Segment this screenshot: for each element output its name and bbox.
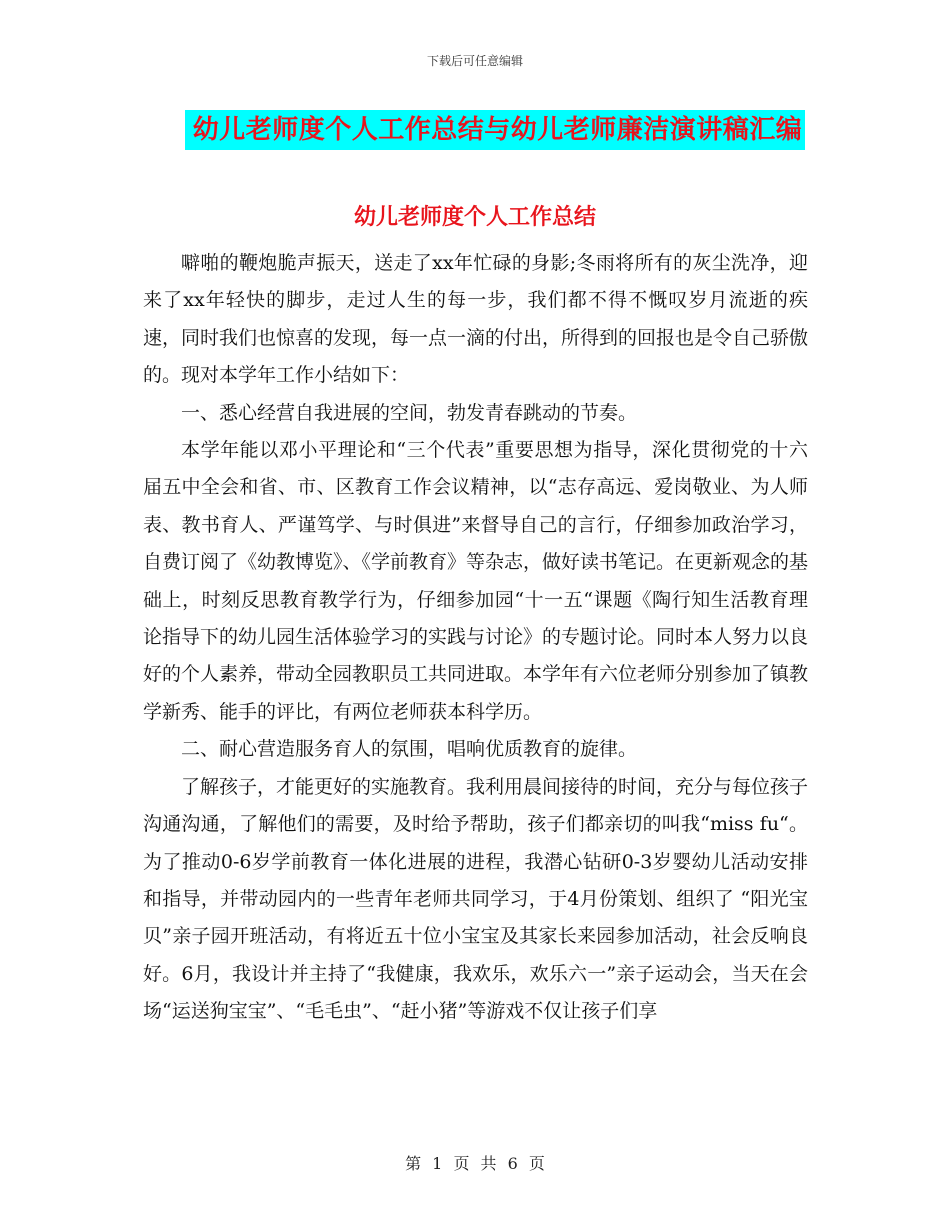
main-title: 幼儿老师度个人工作总结与幼儿老师廉洁演讲稿汇编 bbox=[185, 110, 806, 150]
paragraph-heading-1: 一、悉心经营自我进展的空间，勃发青春跳动的节奏。 bbox=[181, 401, 638, 424]
main-title-container bbox=[0, 110, 950, 150]
paragraph-body-2: 了解孩子，才能更好的实施教育。我利用晨间接待的时间，充分与每位孩子沟通沟通，了解他们的需要，及时给予帮助，孩子们都亲切的叫我“miss fu“。为了推动0-6岁学前教育一体化进展的进程，我潜心钻研0-3岁婴幼儿活动安排和指导，并带动园内的一些青年老师共同学习，于4月份策划、组织了 “阳光宝贝”亲子园开班活动，有将近五十位小宝宝及其家长来园参加活动，社会反响良好。6月，我设计并主持了“我健康，我欢乐，欢乐六一”亲子运动会，当天在会场“运送狗宝宝”、“毛毛虫”、“赶小猪”等游戏不仅让孩子们享 bbox=[143, 775, 809, 1023]
document-body bbox=[143, 245, 808, 1031]
paragraph-intro: 噼啪的鞭炮脆声振天，送走了xx年忙碌的身影;冬雨将所有的灰尘洗净，迎来了xx年轻快的脚步，走过人生的每一步，我们都不得不慨叹岁月流逝的疾速，同时我们也惊喜的发现，每一点一滴的付出，所得到的回报也是令自己骄傲的。现对本学年工作小结如下： bbox=[143, 252, 809, 387]
page-header-note: 下载后可任意编辑 bbox=[426, 54, 523, 68]
page-footer-number: 第 1 页 共 6 页 bbox=[405, 1154, 545, 1173]
section-title: 幼儿老师度个人工作总结 bbox=[353, 204, 596, 230]
paragraph-body-1: 本学年能以邓小平理论和“三个代表”重要思想为指导，深化贯彻党的十六届五中全会和省、市、区教育工作会议精神，以“志存高远、爱岗敬业、为人师表、教书育人、严谨笃学、与时俱进”来督导自己的言行，仔细参加政治学习，自费订阅了《幼教博览》、《学前教育》等杂志，做好读书笔记。在更新观念的基础上，时刻反思教育教学行为，仔细参加园“十一五“课题《陶行知生活教育理论指导下的幼儿园生活体验学习的实践与讨论》的专题讨论。同时本人努力以良好的个人素养，带动全园教职员工共同进取。本学年有六位老师分别参加了镇教学新秀、能手的评比，有两位老师获本科学历。 bbox=[143, 439, 809, 723]
paragraph-heading-2: 二、耐心营造服务育人的氛围，唱响优质教育的旋律。 bbox=[181, 738, 638, 761]
